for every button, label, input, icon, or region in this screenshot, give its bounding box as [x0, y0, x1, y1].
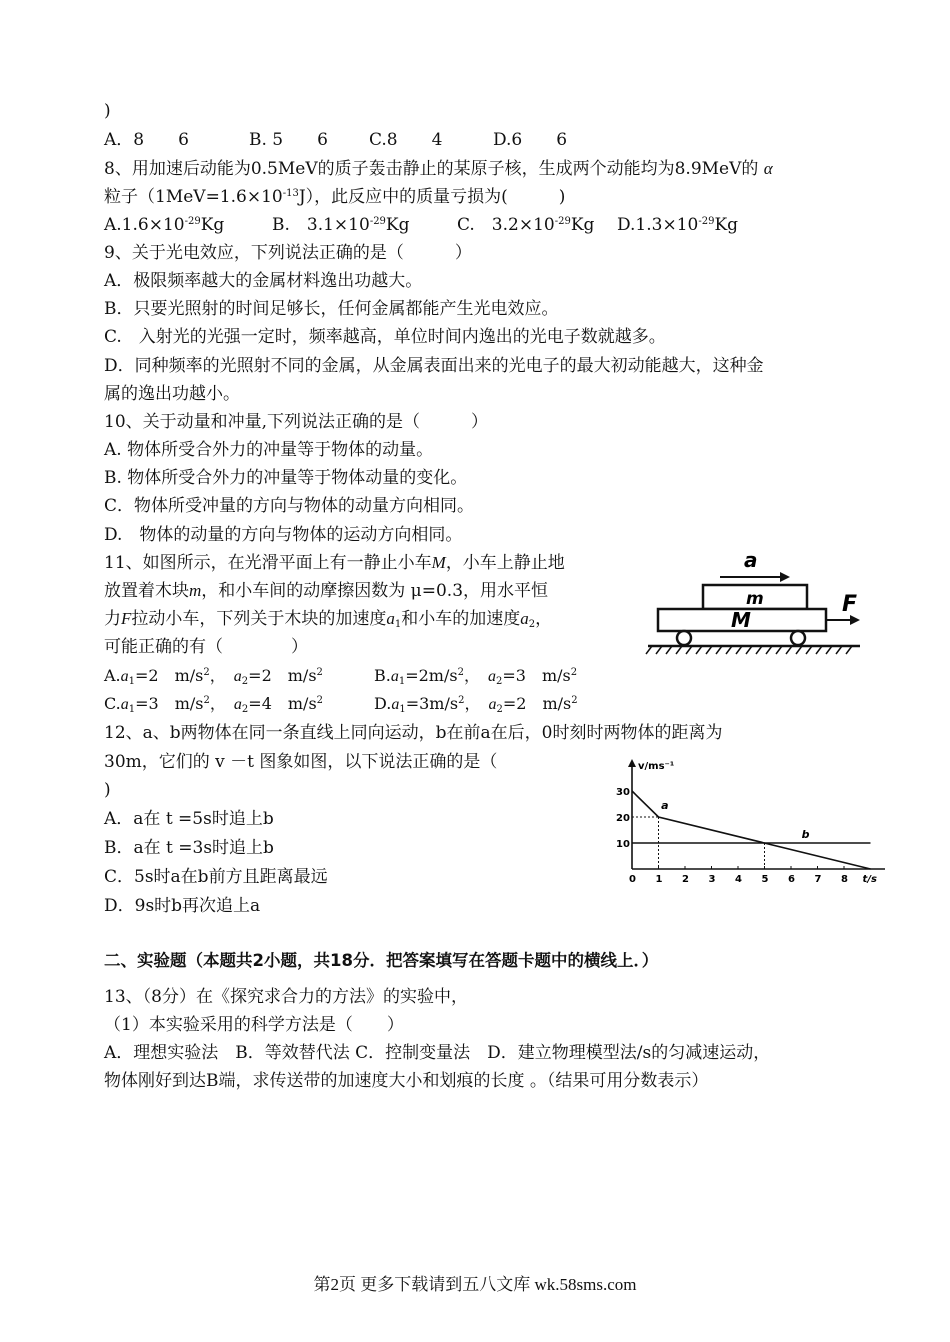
x-tick-label: 0 — [629, 874, 636, 885]
x-axis-label: t/s — [862, 874, 877, 885]
q8-option-a: $A.1.6\times 10^{-29}Kg$ — [104, 215, 225, 235]
page-footer: 第2页 更多下载请到五八文库 wk.58sms.com — [313, 1275, 637, 1294]
x-tick-label: 5 — [761, 874, 769, 885]
q11-options-ab — [104, 665, 577, 688]
q12-option-d: D．9s时b再次追上a — [104, 896, 261, 916]
q12-stem-line2: 30m，它们的 v －t 图象如图，以下说法正确的是（ — [104, 752, 498, 772]
q8-options — [104, 214, 738, 236]
y-tick-label: 30 — [616, 787, 630, 798]
q9-option-c: C. 入射光的光强一定时，频率越高，单位时间内逸出的光电子数就越多。 — [104, 327, 666, 347]
series-label-b: b — [801, 827, 810, 841]
accel-arrowhead — [780, 572, 790, 582]
q9-stem: 9、关于光电效应，下列说法正确的是（ ） — [104, 243, 472, 263]
q13-continuation: 物体刚好到达B端，求传送带的加速度大小和划痕的长度 。（结果可用分数表示） — [104, 1071, 709, 1091]
block-m-label: m — [746, 589, 764, 609]
q9-option-a: A．极限频率越大的金属材料逸出功越大。 — [104, 271, 423, 291]
q12-option-a: A．a在 t =5s时追上b — [104, 809, 274, 829]
y-tick-label: 20 — [616, 813, 630, 824]
q10-option-b: B. 物体所受合外力的冲量等于物体动量的变化。 — [104, 468, 468, 488]
wheel-left — [677, 631, 691, 645]
x-tick-label: 4 — [735, 874, 742, 885]
q12-option-b: B．a在 t =3s时追上b — [104, 838, 274, 858]
q11-cart-figure — [640, 545, 870, 660]
x-tick-label: 6 — [788, 874, 795, 885]
q11-stem-line4: 可能正确的有（ ） — [104, 637, 308, 657]
q11-option-d: $D.a_1=3m/s^2$， $a_2=2$ $m/s^2$ — [374, 694, 578, 715]
q8-option-d: $D.1.3\times 10^{-29}Kg$ — [617, 215, 739, 235]
y-tick-label: 10 — [616, 839, 630, 850]
q13-options: A．理想实验法 B．等效替代法 C．控制变量法 D．建立物理模型法/s的匀减速运动， — [104, 1043, 771, 1063]
q8-option-c: C. $3.2\times 10^{-29}Kg$ — [457, 215, 595, 235]
section-2-heading: 二、实验题（本题共2小题，共18分．把答案填写在答题卡题中的横线上．） — [104, 951, 659, 970]
q8-stem-line2: 粒子$(1MeV=1.6\times 10^{-13}J)$，此反应中的质量亏损为( ) — [104, 187, 566, 207]
q10-option-c: C．物体所受冲量的方向与物体的动量方向相同。 — [104, 496, 475, 516]
q13-stem: 13、（8分）在《探究求合力的方法》的实验中， — [104, 987, 468, 1007]
q7-options — [104, 129, 567, 151]
q7-option-c: C.8 4 — [369, 130, 443, 150]
q12-option-c: C．5s时a在b前方且距离最远 — [104, 867, 328, 887]
q9-option-d-line1: D．同种频率的光照射不同的金属，从金属表面出来的光电子的最大初动能越大，这种金 — [104, 356, 764, 376]
q12-stem-line1: 12、a、b两物体在同一条直线上同向运动，b在前a在后，0时刻时两物体的距离为 — [104, 723, 723, 743]
q11-stem-line2: 放置着木块m，和小车间的动摩擦因数为 μ=0.3，用水平恒 — [104, 581, 549, 601]
q9-option-d-line2: 属的逸出功越小。 — [104, 384, 240, 404]
q7-option-a: A．8 6 — [104, 130, 189, 150]
q7-tail: ) — [104, 101, 111, 121]
q12-stem-line3: ) — [104, 780, 111, 800]
q11-option-a: $A.a_1=2$ $m/s^2$， $a_2=2$ $m/s^2$ — [104, 666, 323, 687]
y-axis-arrow — [628, 759, 636, 767]
q11-option-b: $B.a_1=2m/s^2$， $a_2=3$ $m/s^2$ — [374, 666, 578, 687]
q11-stem-line1: 11、如图所示，在光滑平面上有一静止小车M，小车上静止地 — [104, 553, 565, 573]
x-tick-label: 3 — [708, 874, 716, 885]
q8-stem-line1: 8、用加速后动能为0.5MeV的质子轰击静止的某原子核，生成两个动能均为8.9MeV的 α — [104, 159, 773, 179]
y-axis-label: v/ms⁻¹ — [638, 761, 675, 772]
q10-stem: 10、关于动量和冲量,下列说法正确的是（ ） — [104, 412, 489, 432]
q12-vt-chart — [610, 757, 885, 892]
force-label: F — [842, 592, 858, 617]
q11-option-c: $C.a_1=3$ $m/s^2$， $a_2=4$ $m/s^2$ — [104, 694, 324, 715]
q11-options-cd — [104, 693, 578, 716]
q7-option-d: D.6 6 — [493, 130, 568, 150]
q8-option-b: B. $3.1\times 10^{-29}Kg$ — [272, 215, 410, 235]
cart-M-label: M — [731, 608, 751, 632]
x-tick-label: 1 — [655, 874, 663, 885]
q10-option-a: A. 物体所受合外力的冲量等于物体的动量。 — [104, 440, 434, 460]
q11-stem-line3: 力F拉动小车，下列关于木块的加速度$a_1$和小车的加速度$a_2$， — [104, 609, 553, 630]
x-tick-label: 8 — [841, 874, 848, 885]
wheel-right — [791, 631, 805, 645]
x-tick-label: 2 — [682, 874, 689, 885]
q9-option-b: B．只要光照射的时间足够长，任何金属都能产生光电效应。 — [104, 299, 559, 319]
series-label-a: a — [661, 799, 669, 813]
x-tick-label: 7 — [814, 874, 822, 885]
q10-option-d: D. 物体的动量的方向与物体的运动方向相同。 — [104, 525, 463, 545]
q13-part1: （1）本实验采用的科学方法是（ ） — [104, 1015, 404, 1035]
accel-label: a — [744, 548, 758, 572]
q7-option-b: B. 5 6 — [249, 130, 328, 150]
